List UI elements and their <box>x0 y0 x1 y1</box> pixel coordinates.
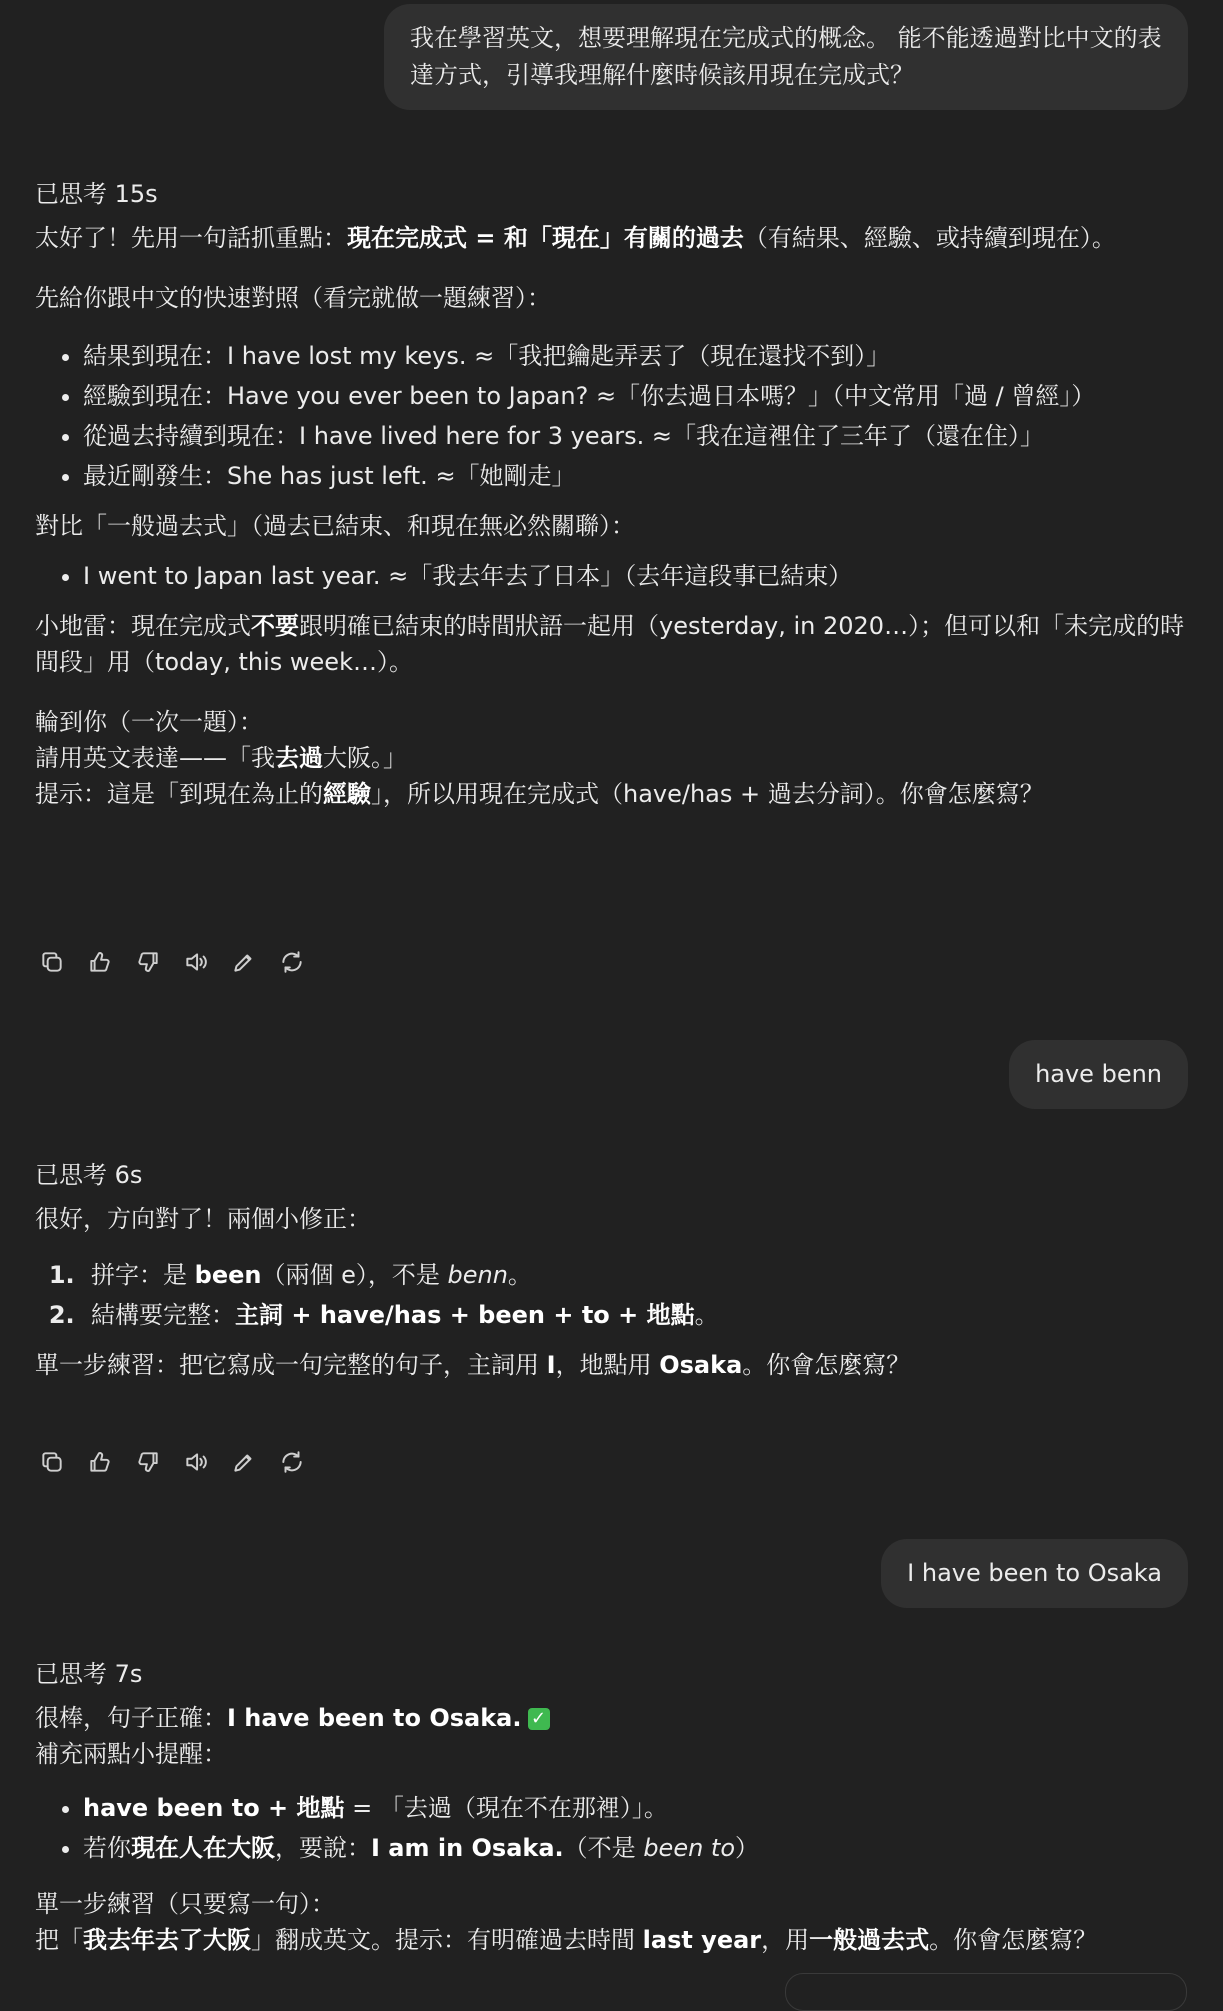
paragraph: 單一步練習（只要寫一句）： <box>35 1890 335 1918</box>
speaker-icon[interactable] <box>181 947 211 977</box>
assistant-message <box>0 176 1223 824</box>
paragraph: 先給你跟中文的快速對照（看完就做一題練習）： <box>35 284 551 312</box>
edit-icon[interactable] <box>229 947 259 977</box>
paragraph: 對比「一般過去式」（過去已結束、和現在無必然關聯）： <box>35 512 635 540</box>
paragraph: 小地雷：現在完成式不要跟明確已結束的時間狀語一起用（yesterday, in 2020…）；但可以和「未完成的時間段」用（today, this week…）。 <box>35 612 1185 676</box>
list-item: • 結果到現在：I have lost my keys. ≈「我把鑰匙弄丟了（現在還找不到）」 <box>83 338 1185 374</box>
regenerate-icon[interactable] <box>277 1447 307 1477</box>
copy-icon[interactable] <box>37 947 67 977</box>
user-message: 我在學習英文，想要理解現在完成式的概念。 能不能透過對比中文的表達方式，引導我理解什麼時候該用現在完成式？ <box>384 4 1188 110</box>
user-message: have benn <box>1009 1040 1188 1109</box>
edit-icon[interactable] <box>229 1447 259 1477</box>
list-item: • 最近剛發生：She has just left. ≈「她剛走」 <box>83 458 1185 494</box>
user-message-row <box>384 4 1223 110</box>
thumbs-up-icon[interactable] <box>85 1447 115 1477</box>
thumbs-up-icon[interactable] <box>85 947 115 977</box>
list-item: • have been to + 地點 = 「去過（現在不在那裡）」。 <box>83 1790 1185 1826</box>
assistant-message <box>0 1157 1223 1395</box>
thinking-time[interactable]: 已思考 15s <box>35 180 158 208</box>
paragraph: 太好了！先用一句話抓重點：現在完成式 = 和「現在」有關的過去（有結果、經驗、或持續到現在）。 <box>35 224 1116 252</box>
thumbs-down-icon[interactable] <box>133 1447 163 1477</box>
list-item: 1. 拼字：是 been（兩個 e），不是 benn。 <box>83 1257 1185 1293</box>
bullet-list <box>35 338 1185 494</box>
paragraph: 輪到你（一次一題）： <box>35 708 263 736</box>
user-message-row <box>881 1539 1223 1608</box>
paragraph: 請用英文表達——「我去過大阪。」 <box>35 744 407 772</box>
list-item: • I went to Japan last year. ≈「我去年去了日本」（去年這段事已結束） <box>83 558 1185 594</box>
bullet-list <box>35 1790 1185 1866</box>
bullet-list <box>35 558 1185 594</box>
message-actions <box>35 947 307 977</box>
user-message-row <box>1009 1040 1223 1109</box>
speaker-icon[interactable] <box>181 1447 211 1477</box>
thumbs-down-icon[interactable] <box>133 947 163 977</box>
regenerate-icon[interactable] <box>277 947 307 977</box>
message-actions <box>35 1447 307 1477</box>
paragraph: 補充兩點小提醒： <box>35 1740 227 1768</box>
paragraph: 把「我去年去了大阪」翻成英文。提示：有明確過去時間 last year，用一般過去式。你會怎麼寫？ <box>35 1926 1098 1954</box>
user-message: I have been to Osaka <box>881 1539 1188 1608</box>
thinking-time[interactable]: 已思考 6s <box>35 1161 143 1189</box>
paragraph: 很好，方向對了！兩個小修正： <box>35 1205 371 1233</box>
list-item: • 若你現在人在大阪，要說：I am in Osaka.（不是 been to） <box>83 1830 1185 1866</box>
check-mark-icon: ✓ <box>528 1708 550 1730</box>
list-item: 2. 結構要完整：主詞 + have/has + been + to + 地點。 <box>83 1297 1185 1333</box>
list-item: • 經驗到現在：Have you ever been to Japan? ≈「你去過日本嗎？」（中文常用「過 / 曾經」） <box>83 378 1185 414</box>
composer-edge[interactable] <box>785 1973 1187 2011</box>
paragraph: 提示：這是「到現在為止的經驗」，所以用現在完成式（have/has + 過去分詞）。你會怎麼寫？ <box>35 780 1044 808</box>
list-item: • 從過去持續到現在：I have lived here for 3 years. ≈「我在這裡住了三年了（還在住）」 <box>83 418 1185 454</box>
paragraph: 很棒，句子正確：I have been to Osaka. ✓ <box>35 1700 1185 1736</box>
assistant-message <box>0 1656 1223 1970</box>
copy-icon[interactable] <box>37 1447 67 1477</box>
paragraph: 單一步練習：把它寫成一句完整的句子，主詞用 I，地點用 Osaka。你會怎麼寫？ <box>35 1351 911 1379</box>
numbered-list <box>35 1257 1185 1333</box>
thinking-time[interactable]: 已思考 7s <box>35 1660 143 1688</box>
